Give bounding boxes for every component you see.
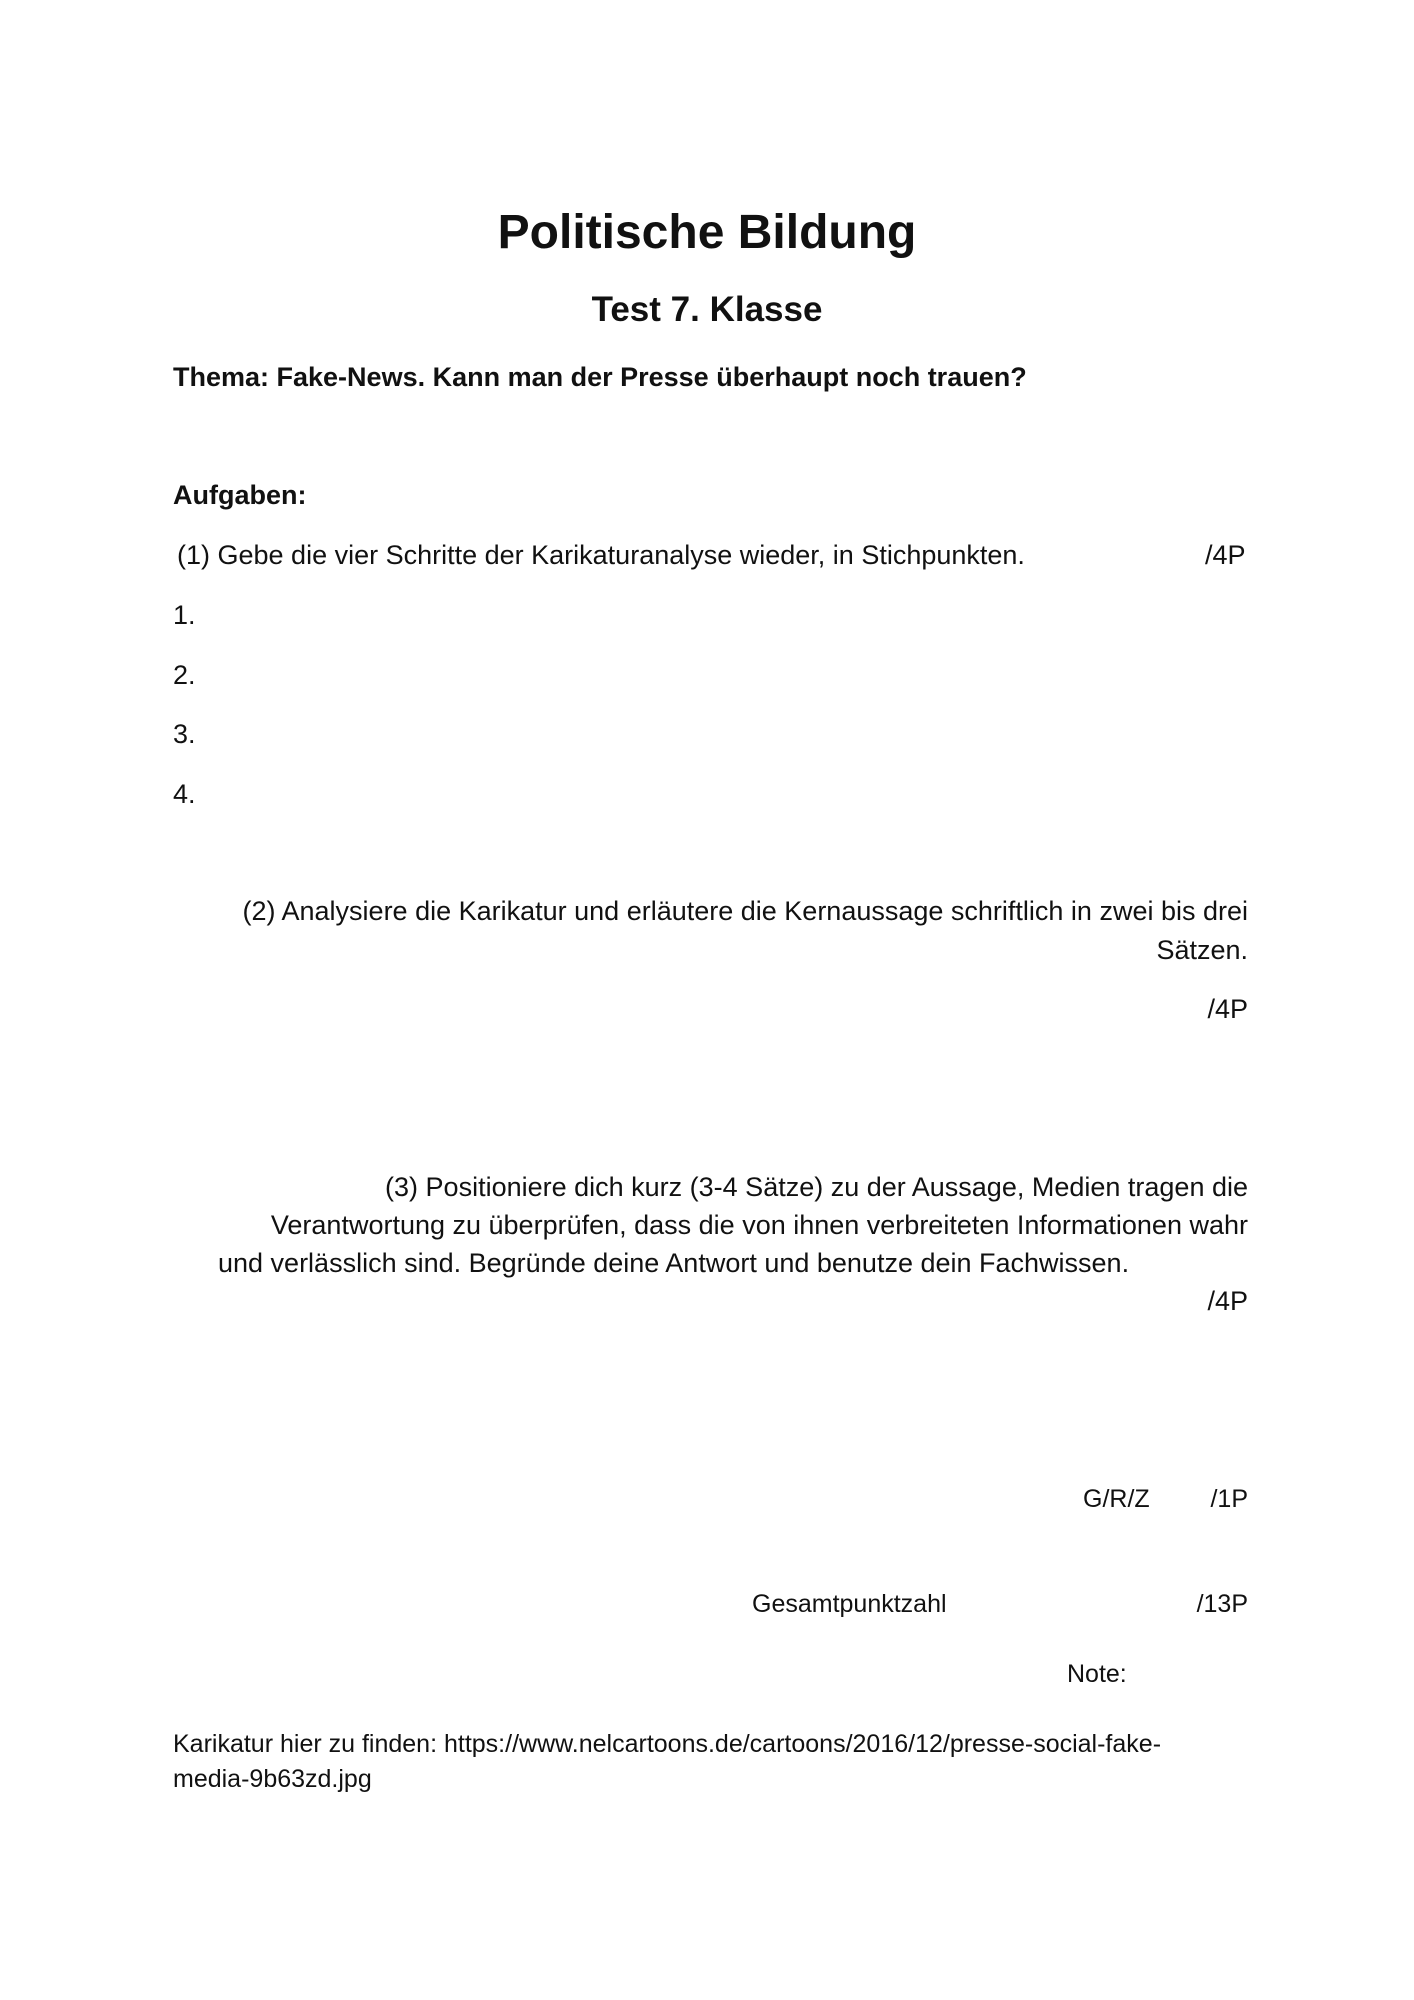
- total-points: /13P: [1196, 1590, 1248, 1618]
- task2-line-2: Sätzen.: [1156, 935, 1248, 965]
- total-label: Gesamtpunktzahl: [752, 1590, 947, 1618]
- page-title: Politische Bildung: [497, 206, 917, 259]
- task3-line-2: Verantwortung zu überprüfen, dass die von ihnen verbreiteten Informationen wahr: [270, 1210, 1248, 1240]
- grz-label: G/R/Z: [1083, 1485, 1150, 1513]
- task1-item-4: 4.: [173, 779, 196, 809]
- task2-line-1: (2) Analysiere die Karikatur und erläutere die Kernaussage schriftlich in zwei bis drei: [242, 896, 1248, 926]
- task1-item-1: 1.: [173, 600, 196, 630]
- task1-item-2: 2.: [173, 660, 196, 690]
- grade-label: Note:: [1067, 1660, 1127, 1688]
- task3-line-3: und verlässlich sind. Begründe deine Antwort und benutze dein Fachwissen.: [218, 1248, 1130, 1278]
- task3-line-1: (3) Positioniere dich kurz (3-4 Sätze) zu der Aussage, Medien tragen die: [385, 1172, 1248, 1202]
- task3-points: /4P: [1207, 1286, 1248, 1316]
- footer-source-line-1: Karikatur hier zu finden: https://www.nelcartoons.de/cartoons/2016/12/presse-social-fake-: [173, 1730, 1162, 1758]
- task2-points: /4P: [1207, 994, 1248, 1024]
- topic-line: Thema: Fake-News. Kann man der Presse überhaupt noch trauen?: [173, 362, 1027, 392]
- task1-text: (1) Gebe die vier Schritte der Karikaturanalyse wieder, in Stichpunkten.: [177, 540, 1025, 570]
- grz-points: /1P: [1210, 1485, 1248, 1513]
- footer-source-line-2: media-9b63zd.jpg: [173, 1765, 372, 1793]
- task1-item-3: 3.: [173, 719, 196, 749]
- task1-points: /4P: [1205, 540, 1246, 570]
- tasks-heading: Aufgaben:: [173, 480, 307, 510]
- page-subtitle: Test 7. Klasse: [591, 290, 823, 329]
